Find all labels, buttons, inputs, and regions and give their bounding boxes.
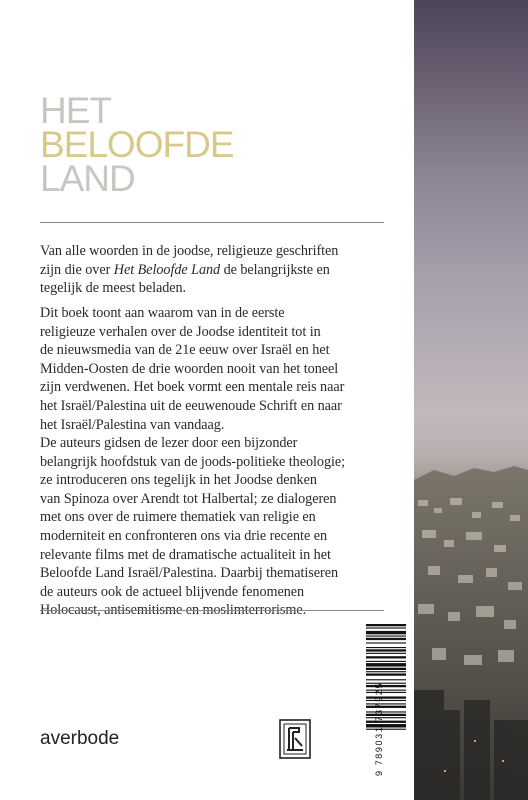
blurb-line: belangrijk hoofdstuk van de joods-politieke theologie; [40,453,346,470]
barcode-bar [366,692,406,693]
barcode-bar [366,668,406,670]
barcode-bar [366,627,406,628]
barcode-bar [366,729,406,730]
barcode-bar [366,661,406,662]
isbn-number: 9 789031 737925 [374,681,384,776]
barcode-bar [366,700,406,701]
barcode-bar [366,717,406,718]
barcode-bar [366,673,406,675]
barcode-bar [366,679,406,680]
divider-top [40,222,384,223]
title-line-2: BELOOFDE [40,124,234,165]
barcode-bar [366,721,406,723]
blurb-line: het Israël/Palestina van vandaag. [40,416,225,433]
blurb-line: met ons over de ruimere thematiek van religie en [40,509,316,526]
title-line-3: LAND [40,158,135,199]
cityscape-photo [414,0,528,800]
blurb-paragraph-2 [40,304,390,434]
blurb-paragraph-1 [40,242,390,298]
barcode-bar [366,638,406,640]
blurb-line: tegelijk de meest beladen. [40,280,187,297]
blurb-line: Holocaust, antisemitisme en moslimterrorisme. [40,602,307,619]
barcode-icon [366,622,406,774]
blurb-line: de auteurs ook de actueel blijvende fenomenen [40,583,305,600]
barcode-bar [366,706,406,708]
blurb-line: ze introduceren ons tegelijk in het Joodse denken [40,472,317,489]
barcode-bar [366,663,406,666]
barcode-bar [366,671,406,672]
barcode-bar [366,656,406,658]
barcode-bar [366,685,406,687]
barcode-bar [366,724,406,727]
blurb-line: religieuze verhalen over de Joodse identiteit tot in [40,323,321,340]
blurb-line: de nieuwsmedia van de 21e eeuw over Israël en het [40,342,330,359]
title-italic: Het Beloofde Land [113,261,221,278]
blurb-line: relevante films met de dramatische actualiteit in het [40,546,331,563]
blurb-line: van Spinoza over Arendt tot Halbertal; ze dialogeren [40,490,337,507]
barcode-bar [366,714,406,716]
publisher-logo-text: averbode [40,728,120,749]
barcode-bar [366,711,406,712]
blurb-line: Midden-Oosten de drie woorden nooit van het toneel [40,360,339,377]
barcode-bar [366,653,406,654]
blurb-paragraph-3 [40,434,390,620]
barcode-bar [366,696,406,698]
blurb-line: zijn verdwenen. Het boek vormt een mentale reis naar [40,379,345,396]
barcode-bar [366,624,406,626]
blurb-line: Van alle woorden in de joodse, religieuze geschriften [40,243,339,259]
barcode-bar [366,703,406,704]
title-line-1: HET [40,90,111,131]
barcode-bar [366,642,406,643]
blurb-line: Dit boek toont aan waarom van in de eerste [40,305,285,321]
blurb-line: het Israël/Palestina uit de eeuwenoude Schrift en naar [40,397,342,414]
blurb-line: moderniteit en confronteren ons via drie recente en [40,527,327,544]
barcode-bar [366,636,406,637]
barcode-bar [366,631,406,634]
blurb-line: Beloofde Land Israël/Palestina. Daarbij thematiseren [40,565,338,582]
city-silhouette-icon [414,0,528,800]
blurb-line: De auteurs gidsen de lezer door een bijzonder [40,435,298,451]
publisher-emblem-icon [277,718,313,760]
barcode-bar [366,649,406,651]
blurb-line: zijn die over Het Beloofde Land de belangrijkste en [40,261,330,278]
divider-bottom [40,610,384,611]
barcode-bar [366,647,406,648]
barcode-bar [366,690,406,691]
barcode-bar [366,683,406,684]
book-title [40,90,234,199]
